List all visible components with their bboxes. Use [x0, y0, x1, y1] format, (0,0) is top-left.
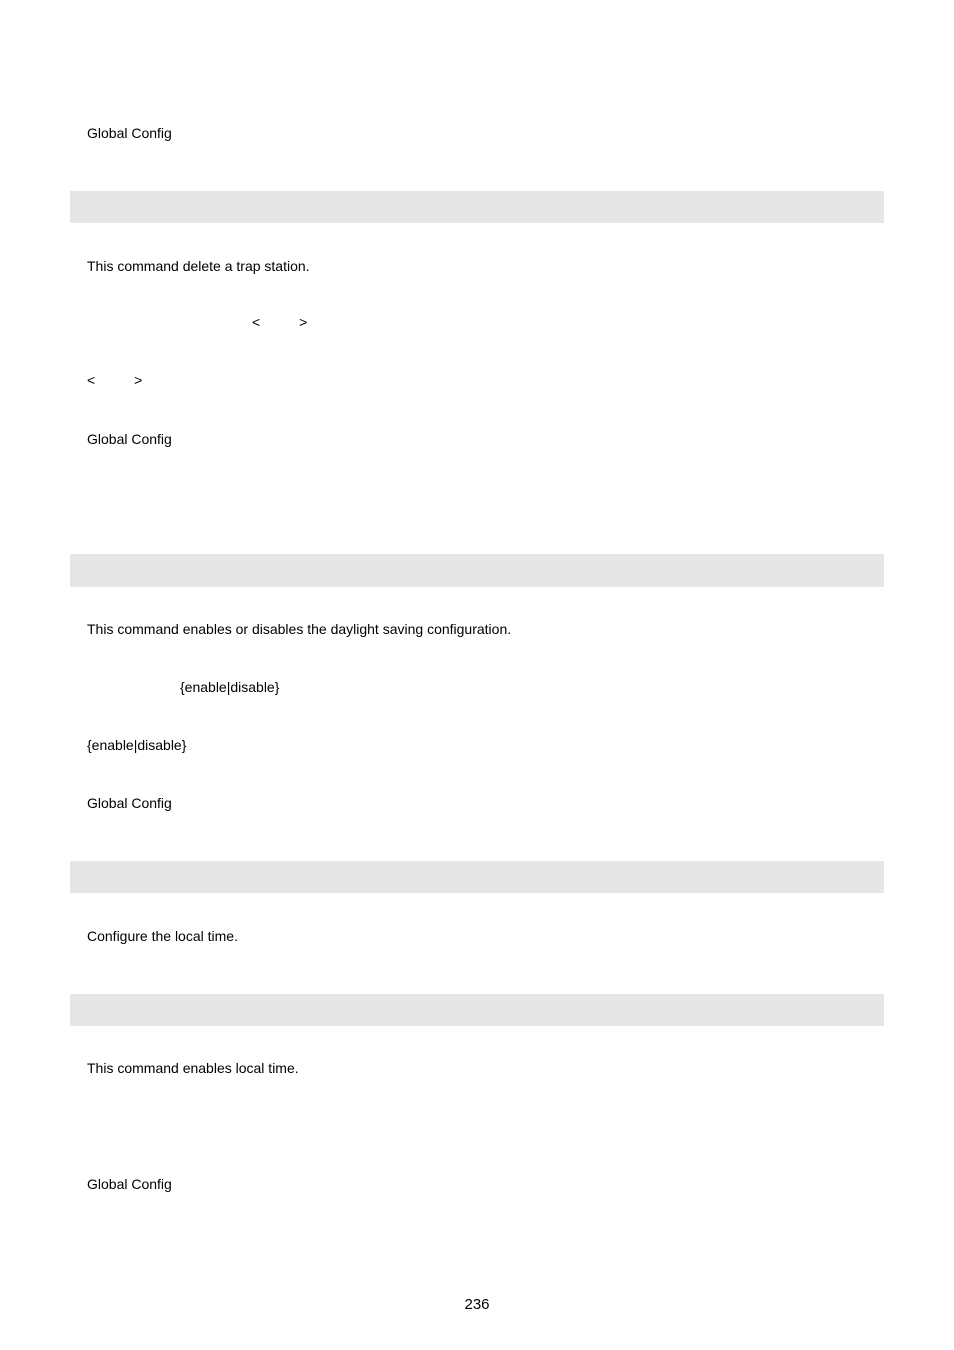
section-header-bar	[70, 191, 884, 223]
command-description: Configure the local time.	[87, 928, 238, 944]
command-syntax-parameter: {enable|disable}	[180, 679, 280, 695]
parameter-name: < >	[87, 372, 143, 388]
command-syntax-parameter: < >	[252, 314, 308, 330]
section-header-bar	[70, 554, 884, 587]
section-header-bar	[70, 861, 884, 893]
parameter-name: {enable|disable}	[87, 737, 187, 753]
command-mode-value: Global Config	[87, 1176, 172, 1192]
command-mode-value: Global Config	[87, 431, 172, 447]
command-description: This command delete a trap station.	[87, 258, 310, 274]
command-description: This command enables or disables the daylight saving configuration.	[87, 621, 512, 637]
command-mode-value: Global Config	[87, 795, 172, 811]
page-number: 236	[464, 1296, 490, 1313]
section-header-bar	[70, 994, 884, 1026]
command-mode-value: Global Config	[87, 125, 172, 141]
command-description: This command enables local time.	[87, 1060, 299, 1076]
